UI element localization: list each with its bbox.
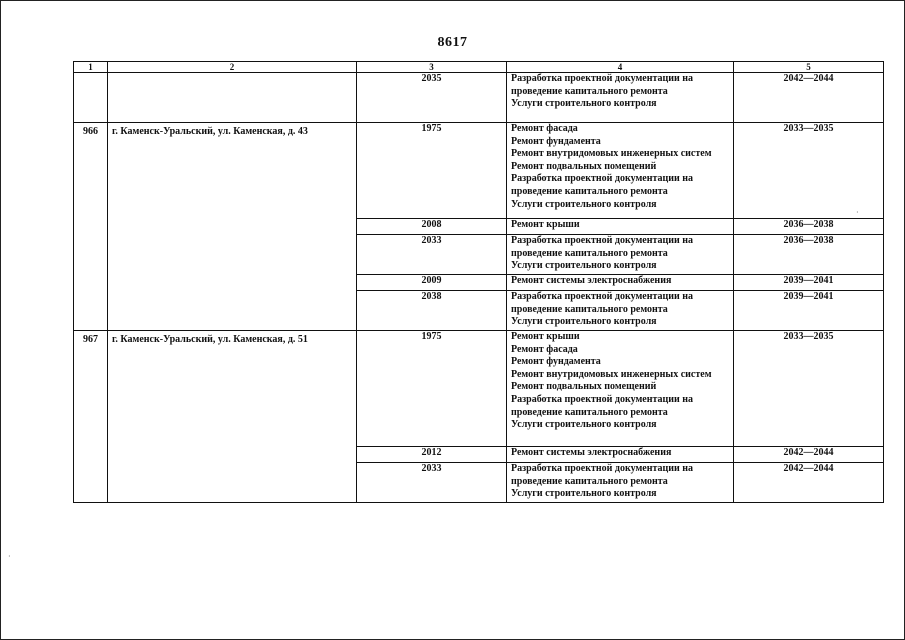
work-item: Разработка проектной документации на bbox=[511, 463, 694, 474]
repair-period: 2036—2038 bbox=[734, 219, 884, 235]
house-address: г. Каменск-Уральский, ул. Каменская, д. 51 bbox=[108, 331, 357, 503]
work-item: Ремонт фундамента bbox=[511, 135, 601, 147]
page-number: 8617 bbox=[437, 35, 468, 50]
commission-year: 1975 bbox=[357, 123, 507, 219]
works-list bbox=[507, 235, 734, 275]
work-item: проведение капитального ремонта bbox=[511, 85, 668, 97]
repair-period: 2033—2035 bbox=[734, 123, 884, 219]
works-list bbox=[507, 73, 734, 123]
commission-year: 2033 bbox=[357, 235, 507, 275]
works-list bbox=[507, 275, 734, 291]
work-item: Ремонт подвальных помещений bbox=[511, 381, 657, 393]
house-number: 966 bbox=[74, 123, 108, 331]
scan-speck: · bbox=[856, 208, 859, 217]
work-item: Услуги строительного контроля bbox=[511, 488, 657, 500]
commission-year: 2033 bbox=[357, 463, 507, 503]
work-item: Ремонт системы электроснабжения bbox=[511, 275, 672, 286]
commission-year: 2035 bbox=[357, 73, 507, 123]
work-item: Разработка проектной документации на bbox=[511, 73, 694, 84]
work-item: Ремонт подвальных помещений bbox=[511, 160, 657, 172]
work-item: Разработка проектной документации на bbox=[511, 173, 694, 185]
column-header: 5 bbox=[734, 62, 884, 73]
column-header: 2 bbox=[108, 62, 357, 73]
work-item: Ремонт крыши bbox=[511, 219, 580, 230]
repair-schedule-table bbox=[73, 61, 884, 503]
table-row bbox=[74, 123, 884, 219]
work-item: Услуги строительного контроля bbox=[511, 419, 657, 431]
work-item: проведение капитального ремонта bbox=[511, 247, 668, 259]
repair-period: 2036—2038 bbox=[734, 235, 884, 275]
work-item: Услуги строительного контроля bbox=[511, 198, 657, 210]
work-item: Услуги строительного контроля bbox=[511, 260, 657, 272]
works-list bbox=[507, 447, 734, 463]
works-list bbox=[507, 331, 734, 447]
commission-year: 2009 bbox=[357, 275, 507, 291]
column-header: 3 bbox=[357, 62, 507, 73]
work-item: Разработка проектной документации на bbox=[511, 291, 694, 302]
work-item: Ремонт внутридомовых инженерных систем bbox=[511, 368, 712, 380]
table-row bbox=[74, 331, 884, 447]
work-item: Услуги строительного контроля bbox=[511, 98, 657, 110]
commission-year: 2038 bbox=[357, 291, 507, 331]
work-item: Разработка проектной документации на bbox=[511, 235, 694, 246]
work-item: Ремонт системы электроснабжения bbox=[511, 447, 672, 458]
work-item: Ремонт фундамента bbox=[511, 356, 601, 368]
work-item: Ремонт фасада bbox=[511, 343, 578, 355]
house-number: 967 bbox=[74, 331, 108, 503]
work-item: проведение капитального ремонта bbox=[511, 406, 668, 418]
commission-year: 1975 bbox=[357, 331, 507, 447]
commission-year: 2012 bbox=[357, 447, 507, 463]
header-row bbox=[74, 62, 884, 73]
address-cell bbox=[108, 73, 357, 123]
works-list bbox=[507, 123, 734, 219]
column-header: 4 bbox=[507, 62, 734, 73]
repair-period: 2042—2044 bbox=[734, 447, 884, 463]
house-number-cell bbox=[74, 73, 108, 123]
column-header: 1 bbox=[74, 62, 108, 73]
repair-period: 2042—2044 bbox=[734, 463, 884, 503]
work-item: Услуги строительного контроля bbox=[511, 316, 657, 328]
house-address: г. Каменск-Уральский, ул. Каменская, д. 43 bbox=[108, 123, 357, 331]
works-list bbox=[507, 219, 734, 235]
works-list bbox=[507, 291, 734, 331]
repair-period: 2039—2041 bbox=[734, 275, 884, 291]
repair-period: 2039—2041 bbox=[734, 291, 884, 331]
work-item: проведение капитального ремонта bbox=[511, 185, 668, 197]
table-row bbox=[74, 73, 884, 123]
work-item: Разработка проектной документации на bbox=[511, 393, 694, 405]
works-list bbox=[507, 463, 734, 503]
scan-speck: · bbox=[8, 552, 11, 561]
repair-period: 2033—2035 bbox=[734, 331, 884, 447]
repair-period: 2042—2044 bbox=[734, 73, 884, 123]
work-item: Ремонт фасада bbox=[511, 123, 578, 134]
work-item: Ремонт крыши bbox=[511, 331, 580, 342]
work-item: проведение капитального ремонта bbox=[511, 303, 668, 315]
work-item: проведение капитального ремонта bbox=[511, 475, 668, 487]
work-item: Ремонт внутридомовых инженерных систем bbox=[511, 148, 712, 160]
commission-year: 2008 bbox=[357, 219, 507, 235]
